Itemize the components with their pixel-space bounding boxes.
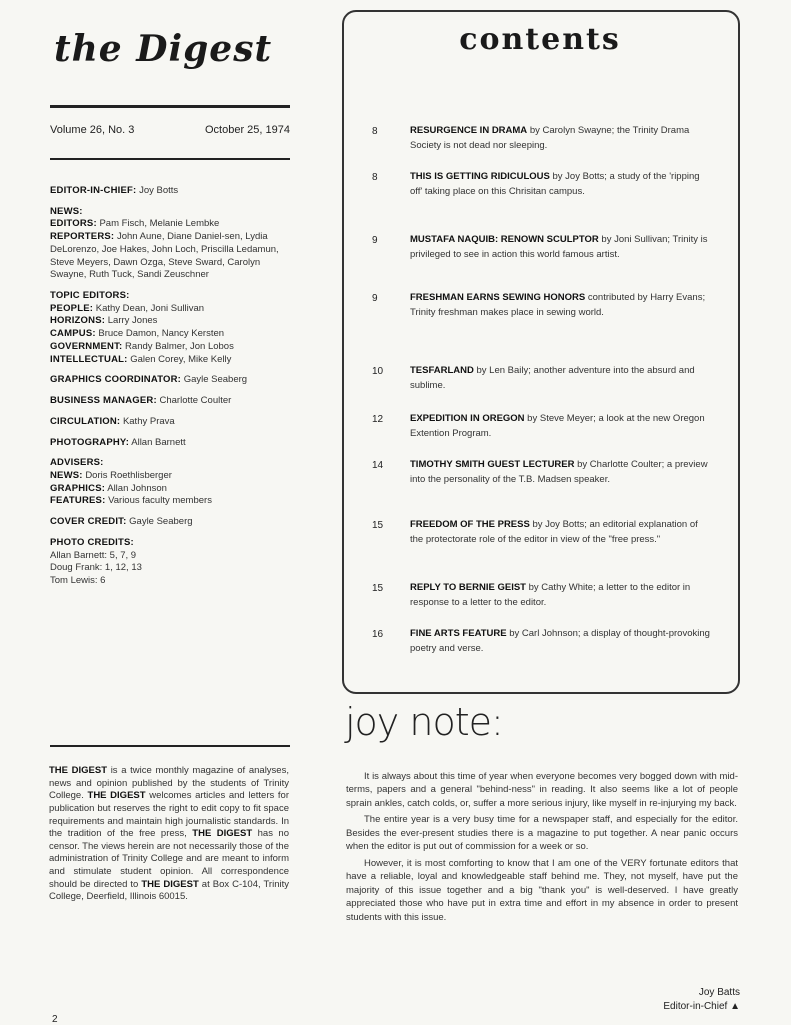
toc-title: REPLY TO BERNIE GEIST — [410, 582, 526, 593]
toc-title: EXPEDITION IN OREGON — [410, 413, 525, 424]
toc-title: FREEDOM OF THE PRESS — [410, 519, 530, 530]
toc-entry: 15 REPLY TO BERNIE GEIST by Cathy White; a letter to the editor in response to a letter to the editor. — [372, 581, 712, 610]
signature-name: Joy Batts — [698, 987, 740, 998]
contents-title: contents — [459, 22, 621, 57]
masthead-title: the Digest — [54, 28, 273, 70]
toc-entry: 8 RESURGENCE IN DRAMA by Carolyn Swayne; the Trinity Drama Society is not dead nor sleeping. — [372, 124, 712, 153]
joy-note-paragraph: It is always about this time of year when everyone becomes very bogged down with mid-terms, papers and a general "behind-ness" in reading. It also seems like a lot of people sprain ankles, catch colds, or, suffer a more serious injury, like myself in re-injurying my back. — [346, 771, 738, 809]
joy-note-paragraph: However, it is most comforting to know that I am one of the VERY fortunate editors that have a reliable, loyal and knowledgeable staff behind me. They, not myself, have put the majority of this issue together and a big "thank you" is well-deserved. I have greatly appreciated those who have put in extra time and effort in my absence in order to present students with this issue. — [346, 857, 738, 923]
issue-rule — [50, 158, 290, 160]
toc-title: RESURGENCE IN DRAMA — [410, 125, 528, 136]
joy-note-title: joy note: — [345, 700, 503, 744]
news-section: NEWS: EDITORS: Pam Fisch, Melanie Lembke REPORTERS: John Aune, Diane Daniel-sen, Lydia DeLorenzo, Joe Hakes, John Loch, Priscilla Ledamun, Steve Meyers, Dawn Ozga, Steve Sward, Carolyn Swayne, Ruth Tuck, Sandi Zeuschner — [50, 205, 279, 281]
triangle-icon: ▲ — [730, 1000, 740, 1012]
volume-number: Volume 26, No. 3 — [50, 124, 135, 136]
toc-entry: 9 MUSTAFA NAQUIB: RENOWN SCULPTOR by Joni Sullivan; Trinity is privileged to see in action this world famous artist. — [372, 233, 712, 262]
toc-title: FRESHMAN EARNS SEWING HONORS — [410, 292, 586, 303]
toc-page: 8 — [372, 172, 378, 183]
photography-entry: PHOTOGRAPHY: Allan Barnett — [50, 436, 186, 448]
toc-page: 10 — [372, 366, 384, 377]
masthead-rule — [50, 105, 290, 108]
toc-entry: 12 EXPEDITION IN OREGON by Steve Meyer; a look at the new Oregon Extention Program. — [372, 412, 712, 441]
toc-page: 8 — [372, 126, 378, 137]
toc-entry: 10 TESFARLAND by Len Baily; another adventure into the absurd and sublime. — [372, 364, 712, 393]
photo-credits-section: PHOTO CREDITS: Allan Barnett: 5, 7, 9 Doug Frank: 1, 12, 13 Tom Lewis: 6 — [50, 537, 292, 588]
cover-credit-entry: COVER CREDIT: Gayle Seaberg — [50, 516, 193, 528]
signature — [620, 986, 740, 1013]
toc-title: TESFARLAND — [410, 365, 474, 376]
staff-box — [50, 185, 292, 596]
toc-entry: 16 FINE ARTS FEATURE by Carl Johnson; a display of thought-provoking poetry and verse. — [372, 627, 712, 656]
toc-title: TIMOTHY SMITH GUEST LECTURER — [410, 459, 575, 470]
joy-note-body — [346, 770, 738, 927]
joy-note-paragraph: The entire year is a very busy time for a newspaper staff, and especially for the editor. Besides the ever-present studies there is a magazine to put together. A near panic occurs when the editor is put out of commission for a week or so. — [346, 814, 738, 853]
editor-in-chief-entry: EDITOR-IN-CHIEF: Joy Botts — [50, 185, 179, 196]
toc-entry: 14 TIMOTHY SMITH GUEST LECTURER by Charlotte Coulter; a preview into the personality of the T.B. Madsen speaker. — [372, 458, 712, 487]
toc-page: 15 — [372, 583, 384, 594]
business-manager-entry: BUSINESS MANAGER: Charlotte Coulter — [50, 395, 232, 407]
toc-title: MUSTAFA NAQUIB: RENOWN SCULPTOR — [410, 234, 599, 245]
topic-editors-section: TOPIC EDITORS: PEOPLE: Kathy Dean, Joni Sullivan HORIZONS: Larry Jones CAMPUS: Bruce Damon, Nancy Kersten GOVERNMENT: Randy Balmer, Jon Lobos INTELLECTUAL: Galen Corey, Mike Kelly — [50, 290, 234, 365]
toc-title: THIS IS GETTING RIDICULOUS — [410, 171, 550, 182]
toc-page: 15 — [372, 520, 384, 531]
photo-credit-line: Tom Lewis: 6 — [50, 574, 106, 586]
toc-entry: 15 FREEDOM OF THE PRESS by Joy Botts; an editorial explanation of the protectorate role of the editor in view of the "free press." — [372, 518, 712, 547]
toc-page: 9 — [372, 293, 378, 304]
signature-title: Editor-in-Chief — [663, 1000, 728, 1012]
circulation-entry: CIRCULATION: Kathy Prava — [50, 415, 175, 427]
advisers-section: ADVISERS: NEWS: Doris Roethlisberger GRAPHICS: Allan Johnson FEATURES: Various faculty members — [50, 457, 212, 507]
page-number: 2 — [52, 1014, 58, 1025]
about-rule — [50, 745, 290, 747]
graphics-coordinator-entry: GRAPHICS COORDINATOR: Gayle Seaberg — [50, 374, 248, 386]
toc-page: 14 — [372, 460, 384, 471]
issue-date: October 25, 1974 — [204, 124, 290, 136]
toc-page: 9 — [372, 235, 378, 246]
about-statement: THE DIGEST is a twice monthly magazine of analyses, news and opinion published by the students of Trinity College. THE DIGEST welcomes articles and letters for publication but reserves the right to edit copy to fit space requirements and maintain high journalistic standards. In the tradition of the free press, THE DIGEST has no censor. The views herein are not necessarily those of the administration of Trinity College and are meant to inform and stimulate student opinion. All correspondence should be directed to THE DIGEST at Box C-104, Trinity College, Deerfield, Illinois 60015. — [49, 765, 289, 903]
issue-line — [50, 124, 290, 136]
toc-entry: 9 FRESHMAN EARNS SEWING HONORS contributed by Harry Evans; Trinity freshman makes place in sewing world. — [372, 291, 712, 320]
toc-page: 12 — [372, 414, 384, 425]
toc-page: 16 — [372, 629, 384, 640]
photo-credit-line: Doug Frank: 1, 12, 13 — [50, 562, 142, 574]
toc-title: FINE ARTS FEATURE — [410, 628, 507, 639]
photo-credit-line: Allan Barnett: 5, 7, 9 — [50, 549, 137, 561]
toc-entry: 8 THIS IS GETTING RIDICULOUS by Joy Botts; a study of the 'ripping off' taking place on this Chrisitan campus. — [372, 170, 712, 199]
